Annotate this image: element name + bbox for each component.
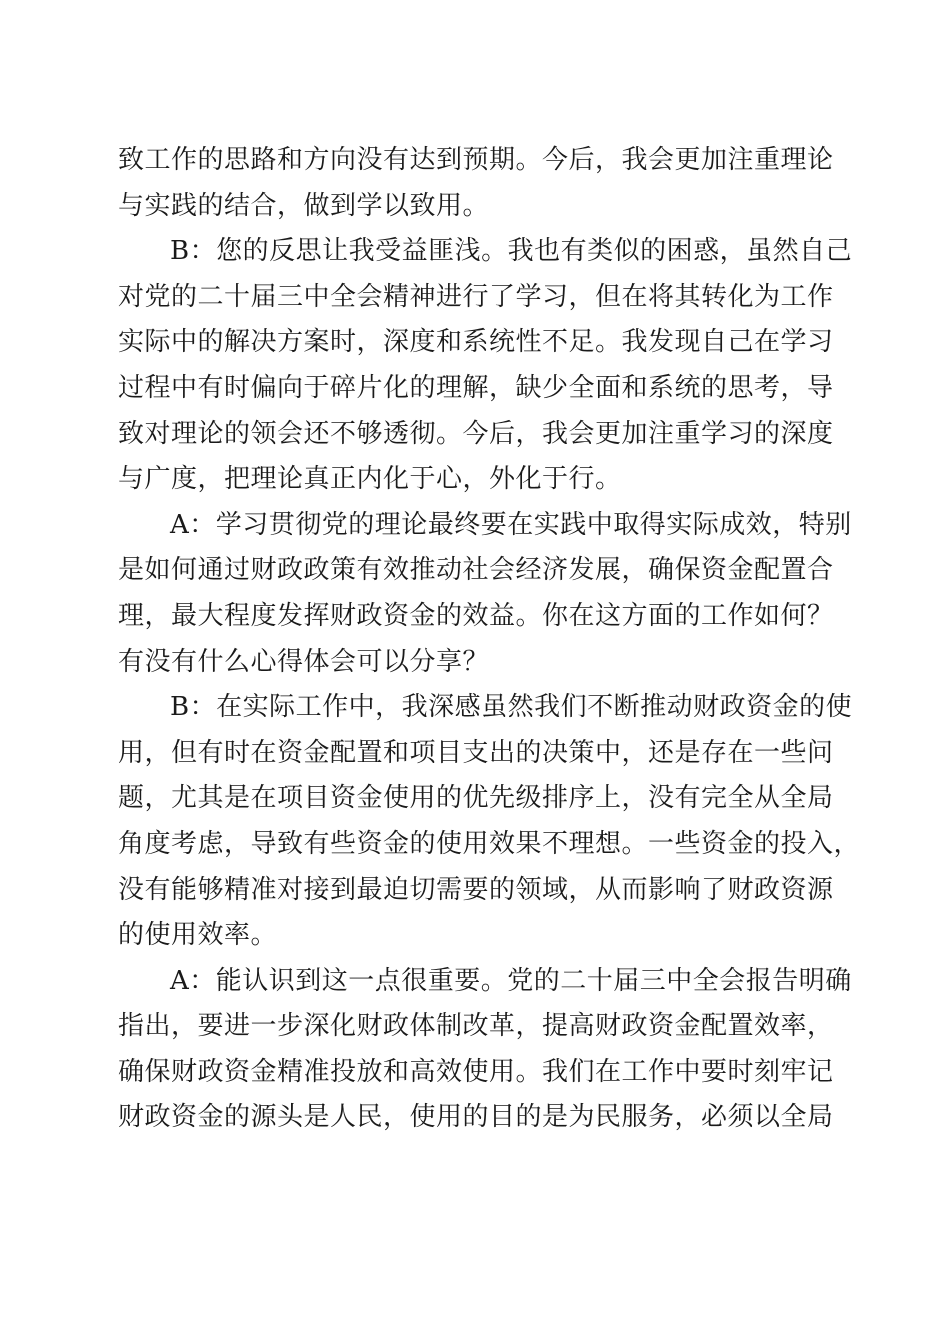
text-line: 的使用效率。 — [118, 920, 278, 951]
text-line: 与实践的结合，做到学以致用。 — [118, 190, 490, 221]
text-line: 与广度，把理论真正内化于心，外化于行。 — [118, 464, 622, 495]
text-line: B：您的反思让我受益匪浅。我也有类似的困惑，虽然自己 — [170, 236, 853, 267]
text-line: 是如何通过财政政策有效推动社会经济发展，确保资金配置合 — [118, 555, 834, 586]
text-line: 理，最大程度发挥财政资金的效益。你在这方面的工作如何？ — [118, 600, 834, 631]
text-line: 致工作的思路和方向没有达到预期。今后，我会更加注重理论 — [118, 145, 834, 175]
paragraph — [118, 685, 861, 959]
text-line: B：在实际工作中，我深感虽然我们不断推动财政资金的使 — [170, 692, 853, 723]
text-line: A：学习贯彻党的理论最终要在实践中取得实际成效，特别 — [170, 509, 852, 540]
paragraph — [118, 959, 852, 1141]
text-line: 致对理论的领会还不够透彻。今后，我会更加注重学习的深度 — [118, 418, 834, 449]
text-line: 实际中的解决方案时，深度和系统性不足。我发现自己在学习 — [118, 327, 834, 358]
paragraph — [118, 138, 834, 229]
text-line: 指出，要进一步深化财政体制改革，提高财政资金配置效率， — [118, 1011, 834, 1042]
text-line: 没有能够精准对接到最迫切需要的领域，从而影响了财政资源 — [118, 874, 834, 905]
paragraph — [118, 229, 853, 503]
text-line: 财政资金的源头是人民，使用的目的是为民服务，必须以全局 — [118, 1102, 834, 1133]
text-line: A：能认识到这一点很重要。党的二十届三中全会报告明确 — [170, 965, 852, 996]
text-line: 角度考虑，导致有些资金的使用效果不理想。一些资金的投入， — [118, 828, 861, 859]
text-line: 题，尤其是在项目资金使用的优先级排序上，没有完全从全局 — [118, 783, 834, 814]
text-line: 确保财政资金精准投放和高效使用。我们在工作中要时刻牢记 — [118, 1056, 834, 1087]
text-line: 过程中有时偏向于碎片化的理解，缺少全面和系统的思考，导 — [118, 372, 834, 403]
document-body — [118, 138, 861, 1141]
text-line: 有没有什么心得体会可以分享？ — [118, 646, 490, 677]
text-line: 对党的二十届三中全会精神进行了学习，但在将其转化为工作 — [118, 281, 834, 312]
paragraph — [118, 503, 852, 685]
text-line: 用，但有时在资金配置和项目支出的决策中，还是存在一些问 — [118, 737, 834, 768]
